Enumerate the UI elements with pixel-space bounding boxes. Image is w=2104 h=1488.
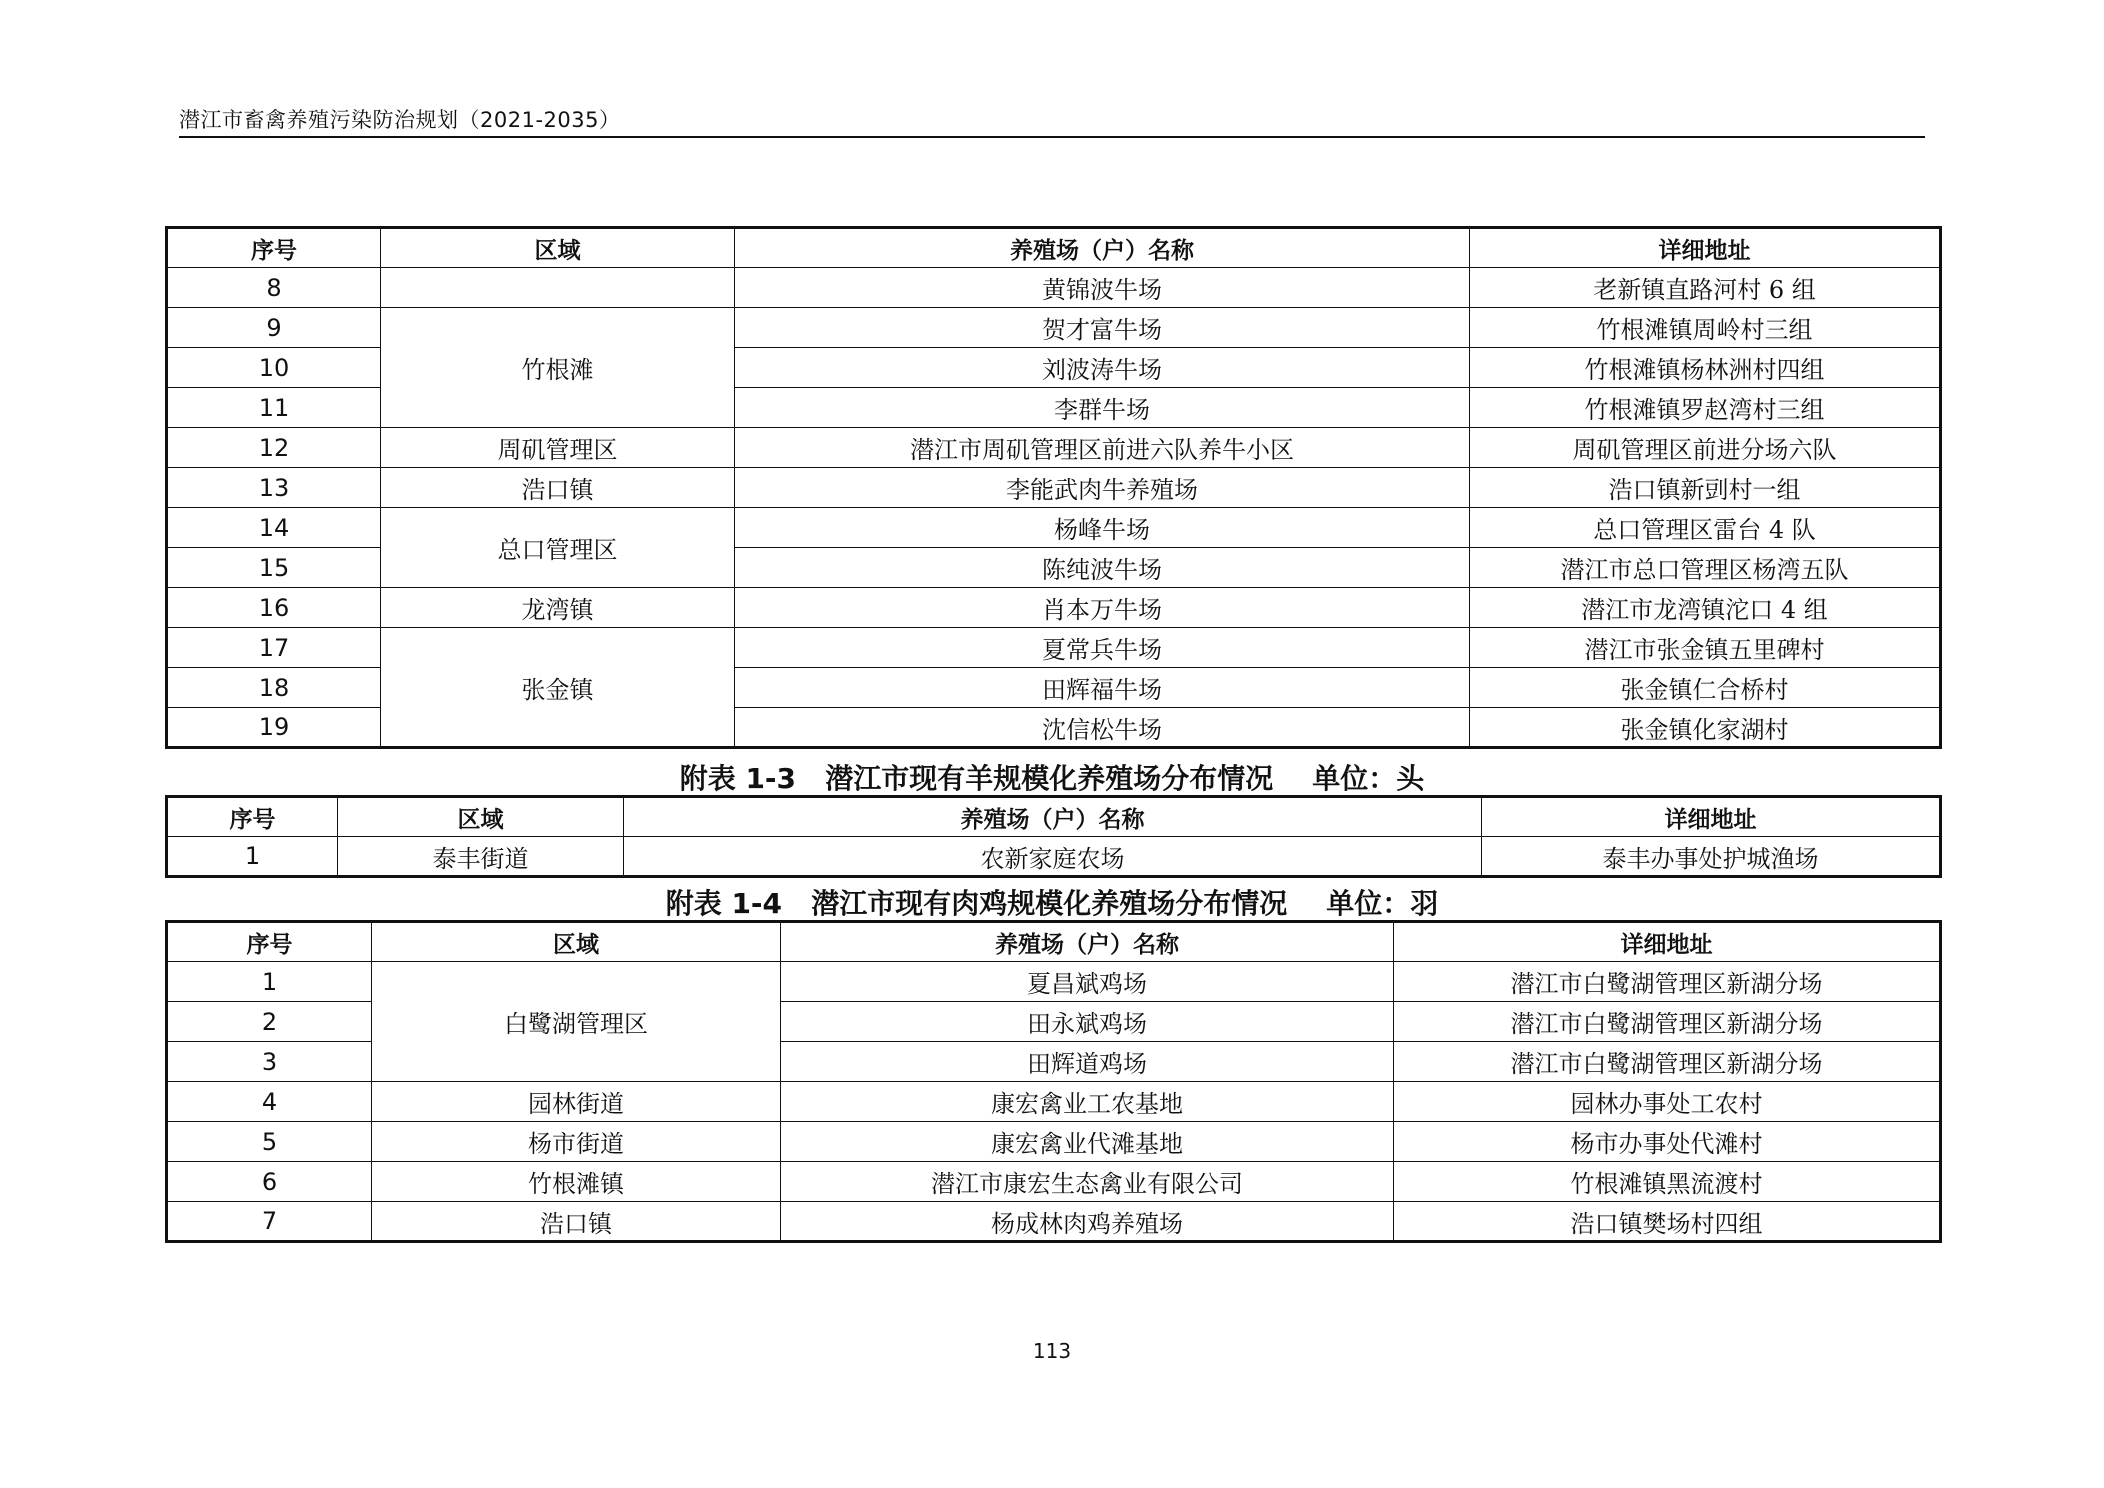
cell-no: 15: [167, 548, 381, 588]
cell-farm: 夏昌斌鸡场: [781, 962, 1394, 1002]
cell-region: 泰丰街道: [338, 837, 624, 877]
table-row: [167, 588, 1941, 628]
sheep-farm-table: [165, 795, 1942, 878]
table-header-row: [167, 797, 1941, 837]
cell-address: 潜江市白鹭湖管理区新湖分场: [1394, 1002, 1941, 1042]
header-rule: [179, 136, 1925, 138]
col-header-farm: 养殖场（户）名称: [781, 922, 1394, 962]
cell-address: 周矶管理区前进分场六队: [1470, 428, 1941, 468]
cell-region: 周矶管理区: [381, 428, 735, 468]
cell-no: 13: [167, 468, 381, 508]
cell-address: 竹根滩镇罗赵湾村三组: [1470, 388, 1941, 428]
cell-address: 潜江市龙湾镇沱口 4 组: [1470, 588, 1941, 628]
col-header-farm: 养殖场（户）名称: [735, 228, 1470, 268]
cell-region: 白鹭湖管理区: [372, 962, 781, 1082]
table-row: [167, 308, 1941, 348]
cell-no: 8: [167, 268, 381, 308]
table-row: [167, 468, 1941, 508]
cell-address: 浩口镇樊场村四组: [1394, 1202, 1941, 1242]
cell-region: 龙湾镇: [381, 588, 735, 628]
cell-farm: 潜江市康宏生态禽业有限公司: [781, 1162, 1394, 1202]
cell-address: 竹根滩镇周岭村三组: [1470, 308, 1941, 348]
col-header-address: 详细地址: [1470, 228, 1941, 268]
cell-farm: 李能武肉牛养殖场: [735, 468, 1470, 508]
cell-address: 老新镇直路河村 6 组: [1470, 268, 1941, 308]
cell-address: 潜江市张金镇五里碑村: [1470, 628, 1941, 668]
table-row: [167, 1082, 1941, 1122]
cell-address: 张金镇化家湖村: [1470, 708, 1941, 748]
cell-no: 5: [167, 1122, 372, 1162]
cell-no: 2: [167, 1002, 372, 1042]
cell-region: 张金镇: [381, 628, 735, 748]
cell-no: 7: [167, 1202, 372, 1242]
cell-no: 14: [167, 508, 381, 548]
col-header-region: 区域: [372, 922, 781, 962]
cell-region: 总口管理区: [381, 508, 735, 588]
cell-no: 11: [167, 388, 381, 428]
cell-farm: 夏常兵牛场: [735, 628, 1470, 668]
table-row: [167, 962, 1941, 1002]
table-row: [167, 508, 1941, 548]
cell-farm: 康宏禽业工农基地: [781, 1082, 1394, 1122]
cell-address: 潜江市白鹭湖管理区新湖分场: [1394, 1042, 1941, 1082]
table-row: [167, 1122, 1941, 1162]
col-header-no: 序号: [167, 797, 338, 837]
cell-region: [381, 268, 735, 308]
cell-farm: 陈纯波牛场: [735, 548, 1470, 588]
cell-farm: 杨峰牛场: [735, 508, 1470, 548]
cell-farm: 康宏禽业代滩基地: [781, 1122, 1394, 1162]
col-header-region: 区域: [381, 228, 735, 268]
cell-farm: 沈信松牛场: [735, 708, 1470, 748]
cell-farm: 田永斌鸡场: [781, 1002, 1394, 1042]
cattle-farm-table: [165, 226, 1942, 749]
cell-address: 浩口镇新剅村一组: [1470, 468, 1941, 508]
table-row: [167, 1202, 1941, 1242]
cell-no: 3: [167, 1042, 372, 1082]
cell-address: 潜江市白鹭湖管理区新湖分场: [1394, 962, 1941, 1002]
cell-no: 18: [167, 668, 381, 708]
table-row: [167, 428, 1941, 468]
cell-address: 竹根滩镇杨林洲村四组: [1470, 348, 1941, 388]
cell-no: 16: [167, 588, 381, 628]
col-header-no: 序号: [167, 922, 372, 962]
table-caption-broiler: 附表 1-4 潜江市现有肉鸡规模化养殖场分布情况 单位：羽: [665, 887, 1439, 920]
cell-region: 杨市街道: [372, 1122, 781, 1162]
cell-address: 泰丰办事处护城渔场: [1482, 837, 1941, 877]
cell-address: 竹根滩镇黑流渡村: [1394, 1162, 1941, 1202]
cell-farm: 贺才富牛场: [735, 308, 1470, 348]
cell-no: 4: [167, 1082, 372, 1122]
cell-region: 园林街道: [372, 1082, 781, 1122]
cell-region: 竹根滩: [381, 308, 735, 428]
table-row: [167, 268, 1941, 308]
col-header-farm: 养殖场（户）名称: [624, 797, 1482, 837]
cell-region: 浩口镇: [372, 1202, 781, 1242]
cell-farm: 刘波涛牛场: [735, 348, 1470, 388]
table-row: [167, 1162, 1941, 1202]
col-header-address: 详细地址: [1482, 797, 1941, 837]
page-number: 113: [1032, 1339, 1072, 1363]
col-header-no: 序号: [167, 228, 381, 268]
table-row: [167, 837, 1941, 877]
cell-no: 12: [167, 428, 381, 468]
cell-no: 9: [167, 308, 381, 348]
cell-farm: 黄锦波牛场: [735, 268, 1470, 308]
cell-no: 17: [167, 628, 381, 668]
cell-address: 杨市办事处代滩村: [1394, 1122, 1941, 1162]
table-header-row: [167, 228, 1941, 268]
table-row: [167, 628, 1941, 668]
cell-region: 竹根滩镇: [372, 1162, 781, 1202]
col-header-address: 详细地址: [1394, 922, 1941, 962]
cell-no: 19: [167, 708, 381, 748]
col-header-region: 区域: [338, 797, 624, 837]
cell-farm: 肖本万牛场: [735, 588, 1470, 628]
cell-no: 1: [167, 837, 338, 877]
cell-farm: 田辉道鸡场: [781, 1042, 1394, 1082]
cell-no: 6: [167, 1162, 372, 1202]
cell-farm: 田辉福牛场: [735, 668, 1470, 708]
cell-address: 园林办事处工农村: [1394, 1082, 1941, 1122]
cell-farm: 杨成林肉鸡养殖场: [781, 1202, 1394, 1242]
page-header-title: 潜江市畜禽养殖污染防治规划（2021-2035）: [179, 108, 621, 132]
cell-no: 10: [167, 348, 381, 388]
cell-farm: 农新家庭农场: [624, 837, 1482, 877]
cell-farm: 李群牛场: [735, 388, 1470, 428]
broiler-farm-table: [165, 920, 1942, 1243]
cell-address: 潜江市总口管理区杨湾五队: [1470, 548, 1941, 588]
cell-address: 总口管理区雷台 4 队: [1470, 508, 1941, 548]
cell-region: 浩口镇: [381, 468, 735, 508]
cell-no: 1: [167, 962, 372, 1002]
cell-farm: 潜江市周矶管理区前进六队养牛小区: [735, 428, 1470, 468]
table-header-row: [167, 922, 1941, 962]
cell-address: 张金镇仁合桥村: [1470, 668, 1941, 708]
table-caption-sheep: 附表 1-3 潜江市现有羊规模化养殖场分布情况 单位：头: [679, 762, 1425, 795]
